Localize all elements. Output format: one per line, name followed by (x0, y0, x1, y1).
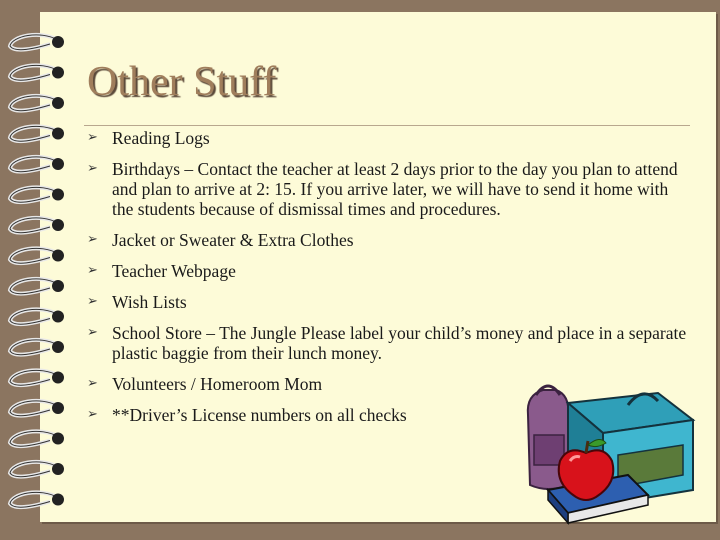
arrow-bullet-icon: ➢ (87, 130, 98, 145)
spiral-ring-icon (10, 492, 64, 507)
spiral-ring-icon (10, 279, 64, 294)
bullet-item-wish-lists (87, 292, 687, 312)
bullet-item-jacket (87, 230, 687, 250)
spiral-ring-icon (10, 126, 64, 141)
arrow-bullet-icon: ➢ (87, 325, 98, 340)
bullet-item-teacher-webpage (87, 261, 687, 281)
spiral-ring-icon (10, 248, 64, 263)
bullet-text: Wish Lists (112, 292, 187, 312)
spiral-ring-icon (10, 35, 64, 50)
bullet-item-birthdays (87, 159, 687, 219)
arrow-bullet-icon: ➢ (87, 263, 98, 278)
spiral-ring-icon (10, 431, 64, 446)
spiral-ring-icon (10, 218, 64, 233)
arrow-bullet-icon: ➢ (87, 294, 98, 309)
arrow-bullet-icon: ➢ (87, 232, 98, 247)
spiral-binding (0, 0, 80, 540)
bullet-text: Volunteers / Homeroom Mom (112, 374, 323, 394)
bullet-text: Teacher Webpage (112, 261, 236, 281)
bullet-text: Jacket or Sweater & Extra Clothes (112, 230, 354, 250)
title-divider (84, 125, 690, 126)
bullet-item-reading-logs (87, 128, 687, 148)
bullet-item-school-store (87, 323, 687, 363)
spiral-ring-icon (10, 157, 64, 172)
bullet-text: Reading Logs (112, 128, 210, 148)
bullet-text: **Driver’s License numbers on all checks (112, 405, 407, 425)
arrow-bullet-icon: ➢ (87, 161, 98, 176)
spiral-ring-icon (10, 401, 64, 416)
spiral-ring-icon (10, 340, 64, 355)
spiral-ring-icon (10, 65, 64, 80)
slide-title: Other Stuff (87, 59, 277, 105)
arrow-bullet-icon: ➢ (87, 407, 98, 422)
school-supplies-clipart (508, 365, 720, 540)
bullet-text: School Store – The Jungle Please label your child’s money and place in a separate plastic baggie from their lunch money. (112, 323, 687, 363)
spiral-ring-icon (10, 309, 64, 324)
bullet-text: Birthdays – Contact the teacher at least 2 days prior to the day you plan to attend and plan to arrive at 2: 15. If you arrive later, we will have to send it home with the students because of dismissal times and procedures. (112, 159, 678, 219)
spiral-ring-icon (10, 96, 64, 111)
spiral-ring-icon (10, 187, 64, 202)
spiral-ring-icon (10, 462, 64, 477)
spiral-ring-icon (10, 370, 64, 385)
arrow-bullet-icon: ➢ (87, 376, 98, 391)
